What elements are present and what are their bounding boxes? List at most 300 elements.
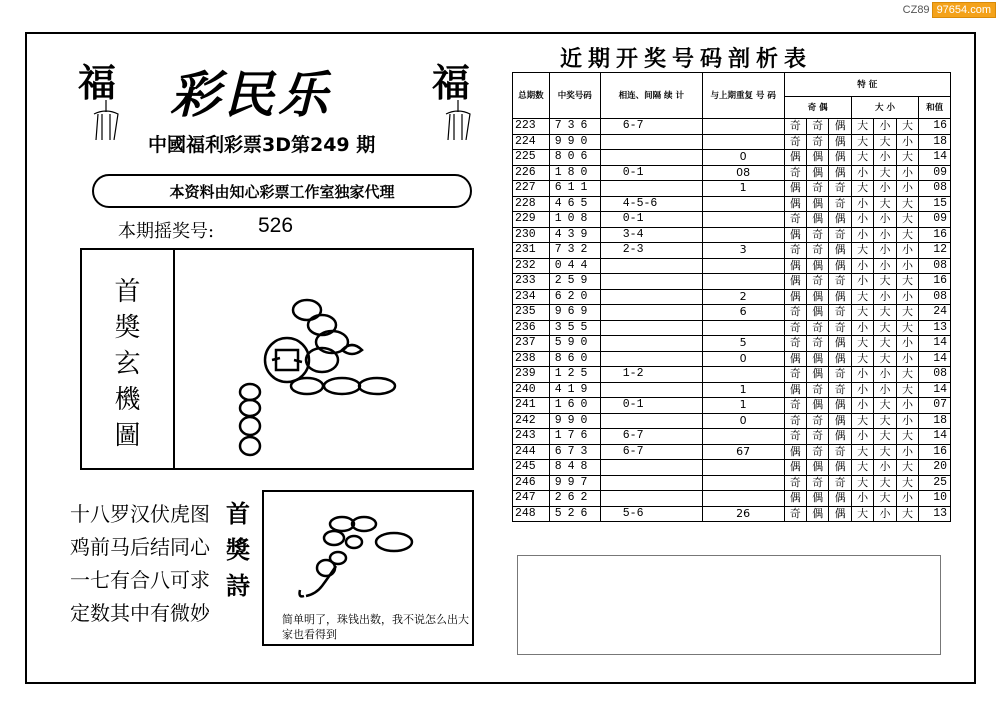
row-odd-even: 奇 <box>806 413 828 429</box>
row-big-small: 小 <box>874 367 896 383</box>
row-issue: 243 <box>513 429 550 445</box>
row-big-small: 大 <box>896 460 918 476</box>
row-big-small: 大 <box>896 196 918 212</box>
row-big-small: 小 <box>851 491 873 507</box>
row-big-small: 小 <box>874 243 896 259</box>
row-issue: 228 <box>513 196 550 212</box>
row-big-small: 大 <box>896 367 918 383</box>
row-odd-even: 奇 <box>784 367 806 383</box>
row-issue: 232 <box>513 258 550 274</box>
row-sum: 12 <box>919 243 951 259</box>
table-row <box>513 336 951 352</box>
row-repeat <box>702 429 784 445</box>
row-odd-even: 偶 <box>784 460 806 476</box>
row-odd-even: 偶 <box>829 460 851 476</box>
row-number: 355 <box>549 320 600 336</box>
row-odd-even: 奇 <box>784 165 806 181</box>
mystery-title <box>82 274 173 454</box>
row-repeat <box>702 212 784 228</box>
table-row <box>513 165 951 181</box>
row-big-small: 大 <box>851 289 873 305</box>
row-big-small: 小 <box>851 212 873 228</box>
header-sum: 和值 <box>919 97 951 119</box>
row-consec: 0-1 <box>600 398 702 414</box>
row-odd-even: 偶 <box>806 367 828 383</box>
row-big-small: 小 <box>874 212 896 228</box>
poem-line: 定数其中有微妙 <box>70 601 210 625</box>
row-sum: 07 <box>919 398 951 414</box>
row-big-small: 小 <box>896 258 918 274</box>
row-issue: 237 <box>513 336 550 352</box>
row-number: 736 <box>549 119 600 135</box>
row-odd-even: 奇 <box>829 227 851 243</box>
row-consec: 0-1 <box>600 165 702 181</box>
row-odd-even: 奇 <box>806 181 828 197</box>
row-odd-even: 奇 <box>829 320 851 336</box>
row-sum: 10 <box>919 491 951 507</box>
row-number: 590 <box>549 336 600 352</box>
table-row <box>513 444 951 460</box>
row-big-small: 大 <box>874 305 896 321</box>
table-row <box>513 351 951 367</box>
row-consec <box>600 274 702 290</box>
row-odd-even: 奇 <box>806 227 828 243</box>
row-repeat <box>702 258 784 274</box>
row-odd-even: 奇 <box>829 196 851 212</box>
row-number: 262 <box>549 491 600 507</box>
mystery-title-char: 圖 <box>114 421 141 451</box>
row-consec: 0-1 <box>600 212 702 228</box>
row-big-small: 小 <box>851 165 873 181</box>
row-big-small: 小 <box>851 258 873 274</box>
row-number: 732 <box>549 243 600 259</box>
row-repeat: 0 <box>702 413 784 429</box>
row-big-small: 小 <box>874 289 896 305</box>
row-odd-even: 偶 <box>806 150 828 166</box>
row-odd-even: 偶 <box>806 196 828 212</box>
row-sum: 16 <box>919 274 951 290</box>
row-odd-even: 偶 <box>829 491 851 507</box>
row-number: 180 <box>549 165 600 181</box>
row-odd-even: 偶 <box>829 134 851 150</box>
row-sum: 14 <box>919 382 951 398</box>
agent-banner: 本资料由知心彩票工作室独家代理 <box>92 174 472 208</box>
row-number: 969 <box>549 305 600 321</box>
row-odd-even: 奇 <box>829 444 851 460</box>
tassel-left-icon <box>86 100 126 140</box>
row-issue: 235 <box>513 305 550 321</box>
row-issue: 230 <box>513 227 550 243</box>
row-odd-even: 奇 <box>806 382 828 398</box>
row-odd-even: 偶 <box>784 150 806 166</box>
row-sum: 13 <box>919 320 951 336</box>
row-big-small: 大 <box>896 212 918 228</box>
row-big-small: 大 <box>851 460 873 476</box>
row-big-small: 大 <box>874 351 896 367</box>
row-big-small: 大 <box>851 119 873 135</box>
row-odd-even: 奇 <box>784 506 806 522</box>
table-row <box>513 367 951 383</box>
row-odd-even: 偶 <box>829 243 851 259</box>
row-sum: 16 <box>919 119 951 135</box>
row-odd-even: 奇 <box>806 274 828 290</box>
row-big-small: 小 <box>896 289 918 305</box>
row-odd-even: 偶 <box>829 289 851 305</box>
row-big-small: 大 <box>896 429 918 445</box>
row-number: 806 <box>549 150 600 166</box>
row-number: 860 <box>549 351 600 367</box>
row-big-small: 大 <box>851 444 873 460</box>
row-odd-even: 偶 <box>806 305 828 321</box>
row-number: 465 <box>549 196 600 212</box>
poem-caption: 简单明了，珠钱出数，我不说怎么出大家也看得到 <box>282 613 469 641</box>
row-odd-even: 偶 <box>806 212 828 228</box>
coins-beads-drawing-icon <box>232 280 452 460</box>
row-sum: 08 <box>919 181 951 197</box>
row-consec <box>600 258 702 274</box>
row-consec <box>600 305 702 321</box>
row-consec <box>600 320 702 336</box>
mystery-title-char: 奬 <box>114 313 141 343</box>
row-issue: 242 <box>513 413 550 429</box>
row-repeat: 0 <box>702 351 784 367</box>
row-issue: 224 <box>513 134 550 150</box>
table-row <box>513 398 951 414</box>
row-odd-even: 奇 <box>784 475 806 491</box>
row-sum: 08 <box>919 258 951 274</box>
row-odd-even: 偶 <box>806 351 828 367</box>
row-odd-even: 偶 <box>806 258 828 274</box>
poem-picture-box <box>262 490 474 646</box>
fu-right: 福 <box>432 60 471 105</box>
row-repeat: 5 <box>702 336 784 352</box>
row-odd-even: 奇 <box>784 336 806 352</box>
row-big-small: 小 <box>896 165 918 181</box>
row-repeat: 3 <box>702 243 784 259</box>
row-repeat: 6 <box>702 305 784 321</box>
row-big-small: 小 <box>896 491 918 507</box>
table-row <box>513 382 951 398</box>
row-number: 044 <box>549 258 600 274</box>
row-big-small: 小 <box>851 274 873 290</box>
row-odd-even: 偶 <box>829 398 851 414</box>
mystery-title-char: 首 <box>114 277 141 307</box>
table-row <box>513 212 951 228</box>
poem-line: 十八罗汉伏虎图 <box>70 502 210 526</box>
poem-title-char: 獎 <box>226 535 250 564</box>
analysis-table <box>512 72 951 522</box>
row-odd-even: 奇 <box>829 274 851 290</box>
row-repeat <box>702 367 784 383</box>
row-issue: 234 <box>513 289 550 305</box>
brand-title: 彩民乐 <box>170 65 332 124</box>
row-sum: 14 <box>919 351 951 367</box>
row-odd-even: 奇 <box>806 243 828 259</box>
table-row <box>513 150 951 166</box>
tassel-right-icon <box>438 100 478 140</box>
table-row <box>513 243 951 259</box>
mystery-title-char: 玄 <box>114 349 141 379</box>
row-sum: 24 <box>919 305 951 321</box>
row-sum: 08 <box>919 367 951 383</box>
row-big-small: 大 <box>851 305 873 321</box>
row-odd-even: 偶 <box>829 150 851 166</box>
row-consec <box>600 475 702 491</box>
row-odd-even: 偶 <box>806 289 828 305</box>
table-row <box>513 274 951 290</box>
row-odd-even: 奇 <box>829 367 851 383</box>
row-odd-even: 偶 <box>784 181 806 197</box>
row-big-small: 大 <box>874 320 896 336</box>
row-issue: 241 <box>513 398 550 414</box>
row-repeat <box>702 134 784 150</box>
table-row <box>513 429 951 445</box>
poem-line: 鸡前马后结同心 <box>70 535 210 559</box>
row-big-small: 小 <box>851 398 873 414</box>
row-odd-even: 奇 <box>784 212 806 228</box>
draw-label: 本期摇奖号: <box>118 221 215 242</box>
row-big-small: 大 <box>874 274 896 290</box>
row-number: 997 <box>549 475 600 491</box>
row-odd-even: 奇 <box>806 429 828 445</box>
row-big-small: 小 <box>851 429 873 445</box>
row-repeat <box>702 274 784 290</box>
row-big-small: 小 <box>896 181 918 197</box>
row-repeat <box>702 460 784 476</box>
table-row <box>513 289 951 305</box>
row-odd-even: 奇 <box>806 134 828 150</box>
row-big-small: 小 <box>851 320 873 336</box>
row-big-small: 大 <box>874 413 896 429</box>
row-big-small: 小 <box>874 258 896 274</box>
row-odd-even: 奇 <box>784 305 806 321</box>
row-big-small: 大 <box>851 351 873 367</box>
row-big-small: 小 <box>896 336 918 352</box>
row-issue: 236 <box>513 320 550 336</box>
row-big-small: 小 <box>896 413 918 429</box>
row-odd-even: 偶 <box>784 258 806 274</box>
row-big-small: 小 <box>896 243 918 259</box>
row-big-small: 小 <box>874 382 896 398</box>
row-repeat: 2 <box>702 289 784 305</box>
table-row <box>513 134 951 150</box>
row-odd-even: 偶 <box>784 196 806 212</box>
row-big-small: 大 <box>896 227 918 243</box>
row-odd-even: 偶 <box>806 165 828 181</box>
row-big-small: 小 <box>851 196 873 212</box>
table-row <box>513 506 951 522</box>
row-sum: 16 <box>919 444 951 460</box>
row-odd-even: 偶 <box>829 336 851 352</box>
watermark-site: 97654.com <box>932 2 996 18</box>
row-number: 160 <box>549 398 600 414</box>
row-number: 526 <box>549 506 600 522</box>
row-consec <box>600 382 702 398</box>
row-odd-even: 偶 <box>784 382 806 398</box>
row-odd-even: 奇 <box>806 336 828 352</box>
blank-notes-box <box>517 555 941 655</box>
row-repeat: 0 <box>702 150 784 166</box>
row-big-small: 小 <box>896 351 918 367</box>
fu-left: 福 <box>78 60 117 105</box>
row-odd-even: 偶 <box>806 491 828 507</box>
row-consec <box>600 336 702 352</box>
row-big-small: 小 <box>874 506 896 522</box>
row-number: 439 <box>549 227 600 243</box>
watermark-prefix: CZ89 <box>902 4 930 16</box>
row-consec: 5-6 <box>600 506 702 522</box>
row-odd-even: 偶 <box>784 227 806 243</box>
table-row <box>513 475 951 491</box>
row-consec: 3-4 <box>600 227 702 243</box>
row-big-small: 小 <box>874 460 896 476</box>
row-odd-even: 偶 <box>784 274 806 290</box>
mystery-title-char: 機 <box>114 385 141 415</box>
row-odd-even: 奇 <box>784 134 806 150</box>
row-sum: 09 <box>919 212 951 228</box>
row-odd-even: 奇 <box>806 320 828 336</box>
row-number: 419 <box>549 382 600 398</box>
row-consec <box>600 413 702 429</box>
row-odd-even: 偶 <box>806 398 828 414</box>
header-issue: 总期数 <box>513 73 550 119</box>
row-big-small: 小 <box>896 398 918 414</box>
row-big-small: 大 <box>896 274 918 290</box>
row-odd-even: 奇 <box>806 475 828 491</box>
table-row <box>513 305 951 321</box>
row-sum: 13 <box>919 506 951 522</box>
row-issue: 229 <box>513 212 550 228</box>
row-odd-even: 偶 <box>829 413 851 429</box>
row-repeat <box>702 320 784 336</box>
row-sum: 14 <box>919 336 951 352</box>
row-consec: 6-7 <box>600 429 702 445</box>
row-odd-even: 奇 <box>784 413 806 429</box>
row-consec <box>600 460 702 476</box>
row-odd-even: 偶 <box>829 212 851 228</box>
table-title: 近期开奖号码剖析表 <box>560 46 813 72</box>
row-big-small: 大 <box>896 305 918 321</box>
row-big-small: 小 <box>851 382 873 398</box>
row-consec <box>600 134 702 150</box>
row-repeat: 26 <box>702 506 784 522</box>
table-row <box>513 320 951 336</box>
mystery-picture-box <box>80 248 474 470</box>
poem-lines <box>70 498 210 630</box>
row-repeat <box>702 475 784 491</box>
row-repeat: 1 <box>702 382 784 398</box>
row-big-small: 大 <box>851 243 873 259</box>
row-issue: 240 <box>513 382 550 398</box>
row-repeat: 1 <box>702 181 784 197</box>
row-issue: 231 <box>513 243 550 259</box>
table-row <box>513 196 951 212</box>
row-sum: 08 <box>919 289 951 305</box>
row-odd-even: 偶 <box>829 165 851 181</box>
row-big-small: 小 <box>851 367 873 383</box>
row-consec: 6-7 <box>600 444 702 460</box>
row-number: 848 <box>549 460 600 476</box>
row-odd-even: 奇 <box>784 320 806 336</box>
row-consec <box>600 351 702 367</box>
row-odd-even: 奇 <box>784 243 806 259</box>
row-big-small: 小 <box>874 150 896 166</box>
row-big-small: 大 <box>874 444 896 460</box>
row-odd-even: 偶 <box>784 351 806 367</box>
row-issue: 246 <box>513 475 550 491</box>
row-sum: 15 <box>919 196 951 212</box>
row-sum: 14 <box>919 429 951 445</box>
row-big-small: 大 <box>851 506 873 522</box>
table-row <box>513 460 951 476</box>
row-repeat <box>702 227 784 243</box>
header-big-small: 大 小 <box>851 97 918 119</box>
poem-title-char: 詩 <box>226 571 250 600</box>
row-odd-even: 偶 <box>784 491 806 507</box>
table-row <box>513 181 951 197</box>
row-big-small: 小 <box>851 227 873 243</box>
row-odd-even: 奇 <box>784 429 806 445</box>
row-big-small: 大 <box>874 336 896 352</box>
row-big-small: 小 <box>874 227 896 243</box>
row-odd-even: 奇 <box>806 444 828 460</box>
table-row <box>513 258 951 274</box>
row-big-small: 大 <box>874 165 896 181</box>
row-big-small: 小 <box>874 181 896 197</box>
row-odd-even: 偶 <box>784 289 806 305</box>
table-row <box>513 119 951 135</box>
draw-number: 526 <box>258 214 294 237</box>
row-big-small: 小 <box>896 134 918 150</box>
row-consec: 6-7 <box>600 119 702 135</box>
row-odd-even: 奇 <box>784 398 806 414</box>
row-big-small: 小 <box>874 119 896 135</box>
row-odd-even: 偶 <box>829 258 851 274</box>
row-big-small: 大 <box>874 429 896 445</box>
row-big-small: 小 <box>896 444 918 460</box>
row-big-small: 大 <box>896 119 918 135</box>
row-odd-even: 偶 <box>829 351 851 367</box>
row-issue: 225 <box>513 150 550 166</box>
row-odd-even: 偶 <box>829 506 851 522</box>
row-odd-even: 奇 <box>829 382 851 398</box>
row-consec <box>600 150 702 166</box>
watermark <box>903 2 996 18</box>
row-consec <box>600 289 702 305</box>
row-big-small: 大 <box>874 491 896 507</box>
coins-string-drawing-icon <box>294 512 444 607</box>
row-issue: 227 <box>513 181 550 197</box>
row-big-small: 大 <box>851 150 873 166</box>
row-consec: 1-2 <box>600 367 702 383</box>
row-odd-even: 奇 <box>829 305 851 321</box>
row-repeat: 08 <box>702 165 784 181</box>
row-big-small: 大 <box>874 398 896 414</box>
row-odd-even: 偶 <box>829 429 851 445</box>
row-issue: 245 <box>513 460 550 476</box>
row-number: 125 <box>549 367 600 383</box>
header-number: 中奖号码 <box>549 73 600 119</box>
row-sum: 18 <box>919 413 951 429</box>
row-big-small: 大 <box>874 196 896 212</box>
poem-title-char: 首 <box>226 499 250 528</box>
row-issue: 223 <box>513 119 550 135</box>
row-big-small: 大 <box>896 150 918 166</box>
row-issue: 247 <box>513 491 550 507</box>
row-big-small: 大 <box>874 134 896 150</box>
issue-line: 中國福利彩票3D第249 期 <box>148 134 376 156</box>
row-issue: 248 <box>513 506 550 522</box>
